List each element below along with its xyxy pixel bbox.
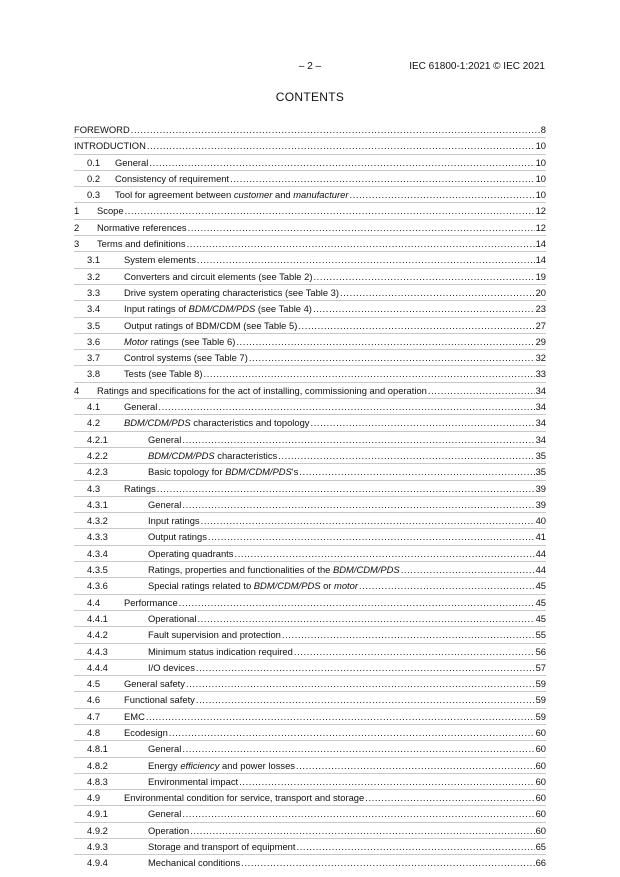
toc-entry-title: INTRODUCTION <box>74 140 146 152</box>
toc-entry-title: Mechanical conditions <box>148 857 241 869</box>
toc-entry-number: 3.5 <box>87 319 101 331</box>
toc-entry-page: 35 <box>535 466 546 478</box>
toc-entry-page: 55 <box>535 629 546 641</box>
toc-entry-body <box>148 823 546 838</box>
toc-entry[interactable] <box>74 154 546 170</box>
toc-entry-body <box>97 203 546 218</box>
toc-entry-body <box>148 758 546 773</box>
toc-entry-body <box>148 497 546 512</box>
toc-entry-title: Environmental condition for service, transport and storage <box>124 792 365 804</box>
toc-leader-dots <box>294 644 535 659</box>
toc-entry[interactable] <box>74 659 546 675</box>
toc-entry-number: 4 <box>74 384 80 396</box>
toc-entry[interactable] <box>74 137 546 153</box>
document-id: IEC 61800-1:2021 © IEC 2021 <box>409 61 545 72</box>
toc-entry[interactable] <box>74 691 546 707</box>
toc-entry-number: 4.8.3 <box>87 775 108 787</box>
toc-entry-number: 4.6 <box>87 694 101 706</box>
toc-entry[interactable] <box>74 463 546 479</box>
toc-entry-title: Storage and transport of equipment <box>148 841 296 853</box>
toc-entry-page: 34 <box>535 417 546 429</box>
toc-entry-page: 45 <box>535 596 546 608</box>
toc-entry-number: 4.7 <box>87 710 101 722</box>
toc-entry[interactable] <box>74 431 546 447</box>
toc-entry-body <box>148 513 546 528</box>
toc-entry[interactable] <box>74 594 546 610</box>
toc-entry-body <box>124 318 546 333</box>
toc-entry[interactable] <box>74 202 546 218</box>
toc-entry-body <box>148 432 546 447</box>
toc-entry-number: 4.3.3 <box>87 531 108 543</box>
toc-entry-body <box>124 350 546 365</box>
toc-entry-number: 3.6 <box>87 335 101 347</box>
toc-leader-dots <box>239 774 534 789</box>
toc-entry[interactable] <box>74 545 546 561</box>
toc-entry[interactable] <box>74 268 546 284</box>
toc-entry-title: I/O devices <box>148 661 195 673</box>
toc-entry-body <box>74 122 546 137</box>
toc-entry-page: 60 <box>535 775 546 787</box>
toc-entry-body <box>148 741 546 756</box>
toc-entry[interactable] <box>74 219 546 235</box>
toc-entry-body <box>148 774 546 789</box>
toc-leader-dots <box>147 138 535 153</box>
toc-entry-title: BDM/CDM/PDS characteristics and topology <box>124 417 310 429</box>
toc-entry-body <box>124 709 546 724</box>
toc-entry-body <box>148 546 546 561</box>
toc-leader-dots <box>197 611 534 626</box>
toc-entry-body <box>124 269 546 284</box>
toc-entry-body <box>124 334 546 349</box>
toc-entry-number: 4.3 <box>87 482 101 494</box>
toc-entry-body <box>148 839 546 854</box>
toc-leader-dots <box>204 366 535 381</box>
toc-entry[interactable] <box>74 251 546 267</box>
toc-entry-title: General <box>148 743 182 755</box>
toc-entry-body <box>115 171 546 186</box>
toc-entry-body <box>97 236 546 251</box>
toc-entry-title: Drive system operating characteristics (see Table 3) <box>124 286 340 298</box>
toc-entry-title: Tests (see Table 8) <box>124 368 203 380</box>
toc-entry-body <box>124 285 546 300</box>
toc-entry-page: 45 <box>535 612 546 624</box>
toc-entry-page: 60 <box>535 726 546 738</box>
toc-entry-title: Output ratings <box>148 531 207 543</box>
toc-entry-body <box>97 383 546 398</box>
toc-entry-page: 27 <box>535 319 546 331</box>
toc-entry-body <box>148 562 546 577</box>
contents-title: CONTENTS <box>275 90 345 104</box>
toc-entry-number: 4.4.4 <box>87 661 108 673</box>
toc-entry-title: Performance <box>124 596 178 608</box>
toc-entry-page: 33 <box>535 368 546 380</box>
toc-entry-body <box>115 187 546 202</box>
toc-entry[interactable] <box>74 284 546 300</box>
toc-leader-dots <box>349 187 534 202</box>
toc-entry-number: 3 <box>74 238 80 250</box>
toc-entry-page: 44 <box>535 547 546 559</box>
toc-entry[interactable] <box>74 382 546 398</box>
toc-entry-page: 39 <box>535 498 546 510</box>
toc-entry-page: 10 <box>535 140 546 152</box>
toc-entry[interactable] <box>74 122 546 137</box>
toc-entry[interactable] <box>74 757 546 773</box>
toc-entry[interactable] <box>74 170 546 186</box>
toc-entry-page: 8 <box>540 124 546 135</box>
toc-entry-title: Input ratings of BDM/CDM/PDS (see Table 4) <box>124 303 312 315</box>
toc-leader-dots <box>146 709 535 724</box>
toc-entry-page: 65 <box>535 841 546 853</box>
toc-entry-body <box>124 725 546 740</box>
toc-entry-title: General <box>148 808 182 820</box>
toc-leader-dots <box>234 546 534 561</box>
toc-leader-dots <box>298 318 534 333</box>
toc-entry-number: 0.1 <box>87 156 101 168</box>
toc-entry-body <box>148 529 546 544</box>
toc-entry-number: 4.9.2 <box>87 824 108 836</box>
toc-entry[interactable] <box>74 724 546 740</box>
table-of-contents <box>74 122 546 871</box>
toc-entry-page: 56 <box>535 645 546 657</box>
toc-entry-body <box>148 855 546 870</box>
toc-entry[interactable] <box>74 822 546 838</box>
toc-entry-body <box>148 578 546 593</box>
toc-entry-page: 20 <box>535 286 546 298</box>
toc-entry-page: 66 <box>535 857 546 869</box>
toc-entry-page: 44 <box>535 564 546 576</box>
toc-entry-page: 12 <box>535 205 546 217</box>
toc-entry-title: General safety <box>124 678 185 690</box>
toc-leader-dots <box>190 823 534 838</box>
toc-leader-dots <box>365 790 534 805</box>
toc-leader-dots <box>340 285 535 300</box>
toc-entry-number: 4.8.1 <box>87 743 108 755</box>
toc-entry-body <box>124 399 546 414</box>
toc-entry-page: 14 <box>535 238 546 250</box>
toc-entry-page: 40 <box>535 515 546 527</box>
toc-entry-page: 14 <box>535 254 546 266</box>
toc-entry[interactable] <box>74 610 546 626</box>
toc-entry[interactable] <box>74 398 546 414</box>
toc-entry-body <box>124 595 546 610</box>
toc-leader-dots <box>428 383 535 398</box>
toc-leader-dots <box>187 236 535 251</box>
toc-entry[interactable] <box>74 528 546 544</box>
toc-entry-number: 4.8.2 <box>87 759 108 771</box>
toc-entry-title: Converters and circuit elements (see Table 2) <box>124 270 313 282</box>
toc-entry-body <box>124 692 546 707</box>
toc-leader-dots <box>401 562 535 577</box>
toc-entry[interactable] <box>74 235 546 251</box>
toc-entry[interactable] <box>74 740 546 756</box>
toc-entry[interactable] <box>74 365 546 381</box>
toc-leader-dots <box>299 464 534 479</box>
toc-entry-body <box>148 627 546 642</box>
toc-entry-title: General <box>115 156 149 168</box>
toc-entry[interactable] <box>74 496 546 512</box>
toc-entry-number: 3.3 <box>87 286 101 298</box>
toc-entry-title: BDM/CDM/PDS characteristics <box>148 449 278 461</box>
toc-entry-body <box>74 138 546 153</box>
toc-entry-title: Operational <box>148 612 197 624</box>
toc-entry-title: Motor ratings (see Table 6) <box>124 335 236 347</box>
toc-leader-dots <box>249 350 535 365</box>
toc-entry-page: 45 <box>535 580 546 592</box>
toc-entry-number: 4.3.5 <box>87 564 108 576</box>
toc-entry-number: 0.3 <box>87 189 101 201</box>
toc-entry-number: 4.1 <box>87 401 101 413</box>
toc-entry-title: Functional safety <box>124 694 195 706</box>
toc-entry-body <box>124 790 546 805</box>
toc-entry-page: 60 <box>535 792 546 804</box>
toc-entry-number: 3.4 <box>87 303 101 315</box>
toc-entry-page: 34 <box>535 384 546 396</box>
toc-leader-dots <box>230 171 534 186</box>
toc-entry-page: 34 <box>535 401 546 413</box>
toc-entry-body <box>148 448 546 463</box>
toc-entry-title: Ratings <box>124 482 156 494</box>
toc-entry-title: Minimum status indication required <box>148 645 293 657</box>
toc-entry-number: 4.3.4 <box>87 547 108 559</box>
toc-entry-number: 4.3.1 <box>87 498 108 510</box>
toc-entry[interactable] <box>74 333 546 349</box>
toc-entry-number: 4.5 <box>87 678 101 690</box>
toc-entry-body <box>124 301 546 316</box>
toc-entry-body <box>124 415 546 430</box>
toc-leader-dots <box>182 741 534 756</box>
toc-entry-number: 4.2 <box>87 417 101 429</box>
toc-leader-dots <box>197 252 535 267</box>
toc-entry-number: 3.7 <box>87 352 101 364</box>
toc-entry-page: 10 <box>535 156 546 168</box>
toc-entry-body <box>148 660 546 675</box>
toc-entry[interactable] <box>74 480 546 496</box>
toc-entry-number: 4.4 <box>87 596 101 608</box>
toc-entry-title: Consistency of requirement <box>115 172 230 184</box>
toc-entry-title: Ecodesign <box>124 726 168 738</box>
toc-entry[interactable] <box>74 512 546 528</box>
toc-leader-dots <box>278 448 534 463</box>
toc-entry-page: 29 <box>535 335 546 347</box>
toc-entry-title: Input ratings <box>148 515 200 527</box>
toc-leader-dots <box>149 155 534 170</box>
toc-entry-body <box>124 252 546 267</box>
toc-entry-page: 59 <box>535 678 546 690</box>
toc-entry[interactable] <box>74 447 546 463</box>
toc-entry-body <box>148 611 546 626</box>
toc-entry[interactable] <box>74 805 546 821</box>
toc-entry[interactable] <box>74 300 546 316</box>
toc-entry[interactable] <box>74 414 546 430</box>
toc-entry-body <box>124 676 546 691</box>
toc-entry-page: 32 <box>535 352 546 364</box>
toc-entry-title: Special ratings related to BDM/CDM/PDS or motor <box>148 580 358 592</box>
toc-entry-number: 4.3.6 <box>87 580 108 592</box>
toc-entry-number: 4.9.4 <box>87 857 108 869</box>
page-number: – 2 – <box>298 61 322 72</box>
toc-entry-page: 41 <box>535 531 546 543</box>
toc-entry-page: 34 <box>535 433 546 445</box>
toc-leader-dots <box>186 676 535 691</box>
toc-entry-number: 3.8 <box>87 368 101 380</box>
toc-leader-dots <box>182 432 534 447</box>
toc-entry-title: General <box>148 498 182 510</box>
toc-entry-title: System elements <box>124 254 196 266</box>
toc-entry-number: 4.9 <box>87 792 101 804</box>
toc-leader-dots <box>282 627 535 642</box>
toc-entry-number: 4.2.3 <box>87 466 108 478</box>
toc-entry-page: 60 <box>535 743 546 755</box>
toc-entry[interactable] <box>74 626 546 642</box>
toc-entry-number: 1 <box>74 205 80 217</box>
toc-leader-dots <box>359 578 535 593</box>
toc-entry-title: Fault supervision and protection <box>148 629 281 641</box>
toc-entry[interactable] <box>74 561 546 577</box>
toc-entry-number: 2 <box>74 221 80 233</box>
toc-entry-title: FOREWORD <box>74 124 130 135</box>
toc-leader-dots <box>201 513 535 528</box>
toc-leader-dots <box>188 220 535 235</box>
toc-entry-page: 60 <box>535 808 546 820</box>
toc-entry-page: 10 <box>535 172 546 184</box>
toc-entry-page: 19 <box>535 270 546 282</box>
toc-entry-number: 4.4.3 <box>87 645 108 657</box>
toc-leader-dots <box>125 203 535 218</box>
toc-leader-dots <box>311 415 535 430</box>
toc-entry-number: 4.2.2 <box>87 449 108 461</box>
toc-entry[interactable] <box>74 708 546 724</box>
toc-entry-body <box>124 366 546 381</box>
toc-entry-body <box>148 644 546 659</box>
toc-entry-page: 60 <box>535 824 546 836</box>
toc-entry-title: General <box>148 433 182 445</box>
toc-entry-page: 60 <box>535 759 546 771</box>
toc-entry-number: 4.8 <box>87 726 101 738</box>
toc-entry-number: 0.2 <box>87 172 101 184</box>
toc-entry-title: Ratings and specifications for the act of installing, commissioning and operation <box>97 384 427 396</box>
toc-entry-body <box>115 155 546 170</box>
toc-entry-number: 4.4.1 <box>87 612 108 624</box>
toc-entry-number: 3.2 <box>87 270 101 282</box>
toc-entry-body <box>124 481 546 496</box>
toc-entry-page: 35 <box>535 449 546 461</box>
toc-entry-page: 23 <box>535 303 546 315</box>
toc-entry-title: EMC <box>124 710 145 722</box>
toc-entry[interactable] <box>74 838 546 854</box>
toc-entry[interactable] <box>74 317 546 333</box>
toc-entry-title: Normative references <box>97 221 187 233</box>
toc-entry-title: Output ratings of BDM/CDM (see Table 5) <box>124 319 298 331</box>
page-header <box>0 61 620 75</box>
toc-leader-dots <box>169 725 535 740</box>
toc-leader-dots <box>182 497 534 512</box>
toc-entry-page: 59 <box>535 694 546 706</box>
toc-leader-dots <box>179 595 535 610</box>
toc-entry-title: Control systems (see Table 7) <box>124 352 248 364</box>
toc-leader-dots <box>313 301 535 316</box>
toc-entry-title: Basic topology for BDM/CDM/PDS's <box>148 466 299 478</box>
toc-leader-dots <box>296 758 535 773</box>
toc-leader-dots <box>158 399 534 414</box>
toc-entry-number: 4.4.2 <box>87 629 108 641</box>
toc-entry-page: 10 <box>535 189 546 201</box>
toc-entry-page: 59 <box>535 710 546 722</box>
toc-entry-body <box>148 806 546 821</box>
toc-entry[interactable] <box>74 577 546 593</box>
toc-entry-page: 39 <box>535 482 546 494</box>
toc-entry-title: Ratings, properties and functionalities of the BDM/CDM/PDS <box>148 564 400 576</box>
toc-leader-dots <box>131 122 540 137</box>
toc-entry-body <box>97 220 546 235</box>
toc-entry-number: 4.9.3 <box>87 841 108 853</box>
toc-entry[interactable] <box>74 349 546 365</box>
toc-entry-page: 12 <box>535 221 546 233</box>
toc-entry-title: Energy efficiency and power losses <box>148 759 295 771</box>
toc-entry-title: Environmental impact <box>148 775 239 787</box>
toc-entry-title: Operation <box>148 824 190 836</box>
toc-entry-number: 4.9.1 <box>87 808 108 820</box>
toc-entry[interactable] <box>74 789 546 805</box>
toc-entry-title: Scope <box>97 205 124 217</box>
toc-entry-title: Terms and definitions <box>97 238 186 250</box>
toc-leader-dots <box>313 269 534 284</box>
toc-entry-number: 4.2.1 <box>87 433 108 445</box>
toc-leader-dots <box>297 839 535 854</box>
toc-entry[interactable] <box>74 643 546 659</box>
toc-entry-title: Operating quadrants <box>148 547 234 559</box>
toc-entry-body <box>148 464 546 479</box>
toc-leader-dots <box>196 660 535 675</box>
toc-entry-number: 4.3.2 <box>87 515 108 527</box>
toc-leader-dots <box>241 855 534 870</box>
toc-leader-dots <box>196 692 535 707</box>
toc-entry-number: 3.1 <box>87 254 101 266</box>
toc-entry[interactable] <box>74 773 546 789</box>
toc-entry-title: Tool for agreement between customer and manufacturer <box>115 189 349 201</box>
toc-entry[interactable] <box>74 854 546 870</box>
toc-leader-dots <box>236 334 534 349</box>
toc-entry[interactable] <box>74 186 546 202</box>
toc-entry-title: General <box>124 401 158 413</box>
toc-entry[interactable] <box>74 675 546 691</box>
toc-entry-page: 57 <box>535 661 546 673</box>
toc-leader-dots <box>157 481 535 496</box>
toc-leader-dots <box>208 529 535 544</box>
toc-leader-dots <box>182 806 534 821</box>
